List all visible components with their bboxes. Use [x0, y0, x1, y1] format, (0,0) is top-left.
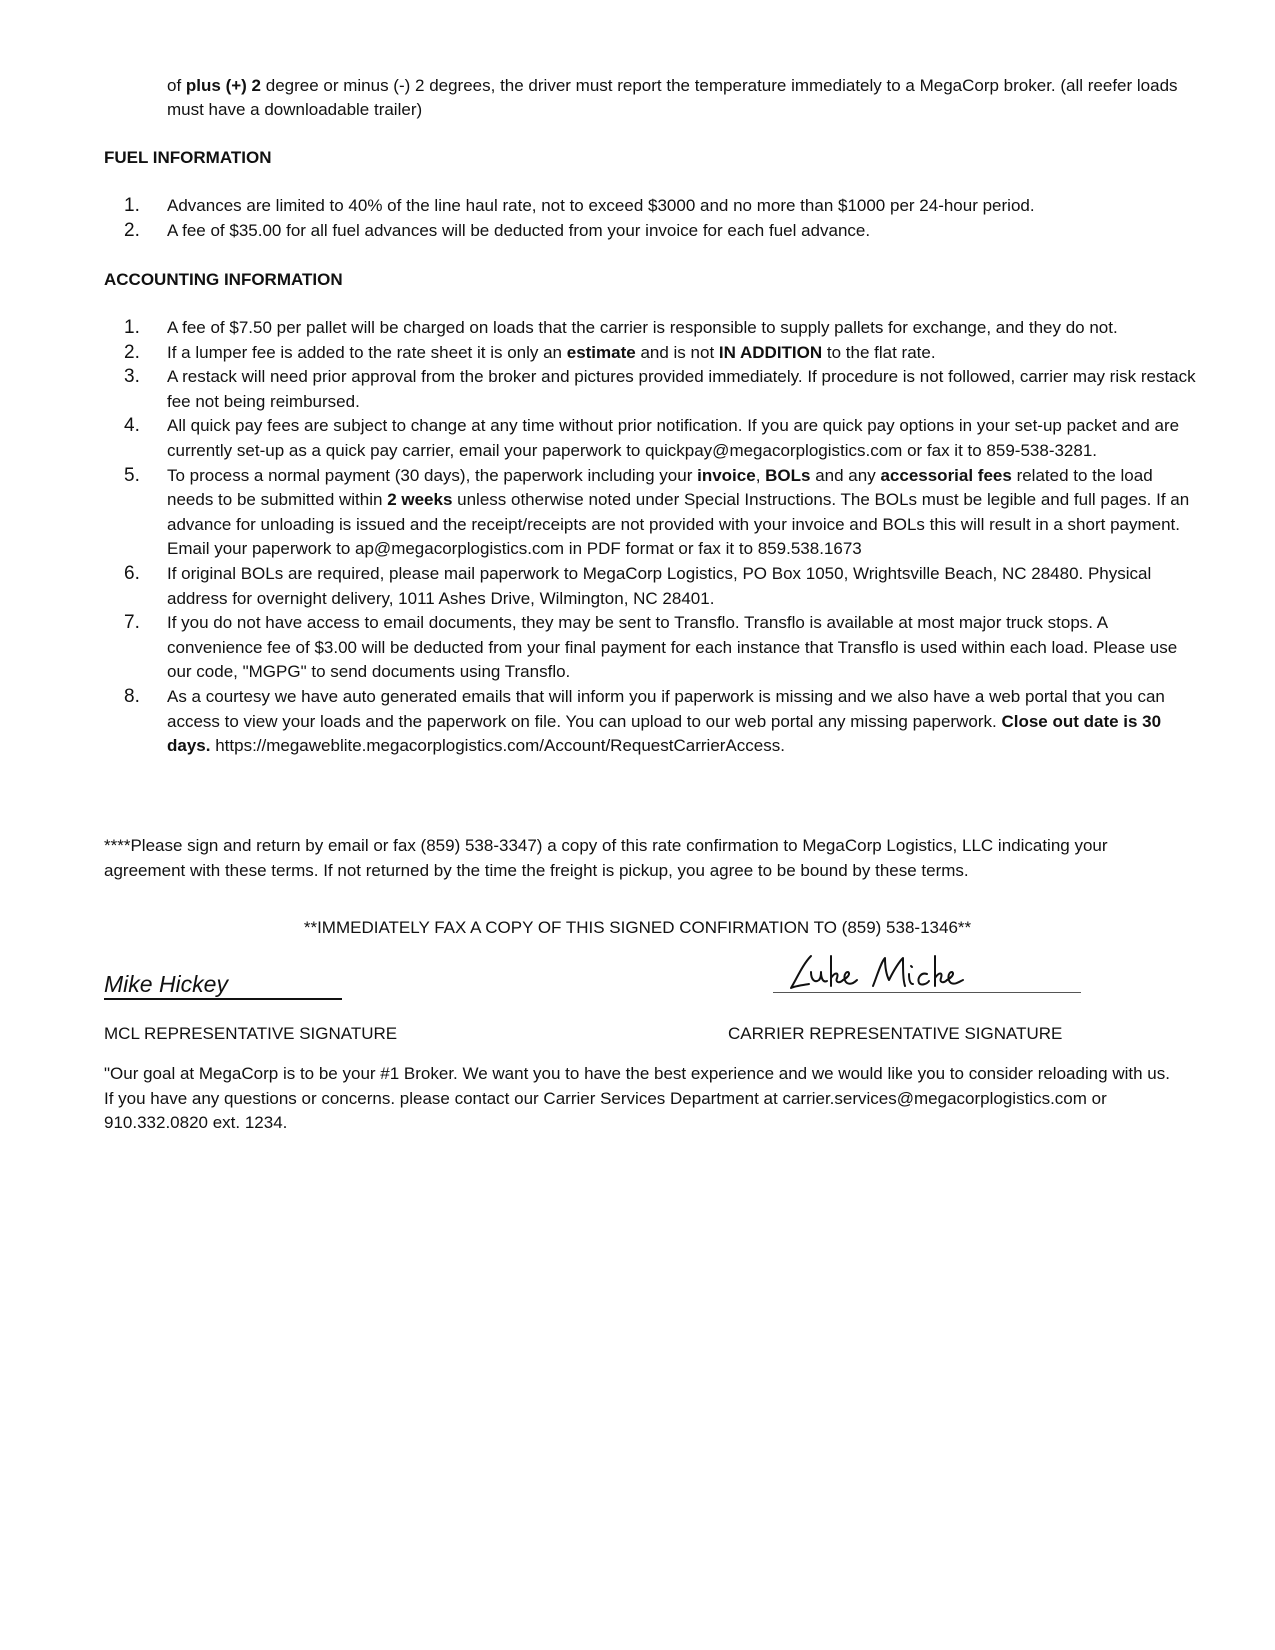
text-run: If a lumper fee is added to the rate sheet it is only an: [167, 342, 567, 362]
item-text: A fee of $35.00 for all fuel advances will be deducted from your invoice for each fuel advance.: [167, 220, 871, 240]
accounting-information-heading: ACCOUNTING INFORMATION: [104, 270, 343, 289]
item-text: If you do not have access to email documents, they may be sent to Transflo. Transflo is available at most major truck stops. A convenience fee of $3.00 will be deducted from your final payment for each instance that Transflo is used within each load. Please use our code, "MGPG" to send documents using Transflo.: [167, 613, 1178, 682]
list-item: [104, 194, 1200, 219]
accounting-information-list: [104, 316, 1200, 759]
bold-run: plus (+) 2: [185, 76, 262, 95]
bold-run: BOLs: [765, 465, 811, 485]
text-run: To process a normal payment (30 days), the paperwork including your: [167, 465, 698, 485]
return-notice: ****Please sign and return by email or fax (859) 538-3347) a copy of this rate confirmation to MegaCorp Logistics, LLC indicating your agreement with these terms. If not returned by the time the freight is pickup, you agree to be bound by these terms.: [104, 836, 1108, 880]
mcl-signature-line: [104, 966, 342, 1000]
closing-message: "Our goal at MegaCorp is to be your #1 Broker. We want you to have the best experience and we would like you to consider reloading with us. If you have any questions or concerns. please contact our Carrier Services Department at carrier.services@megacorplogistics.com or 910.332.0820 ext. 1234.: [104, 1064, 1170, 1133]
item-number: 6.: [124, 562, 140, 584]
fuel-information-heading: FUEL INFORMATION: [104, 148, 272, 167]
text-run: related to the load needs to be submitted within: [167, 465, 1153, 510]
bold-run: Close out date is 30 days.: [167, 711, 1162, 756]
item-number: 8.: [124, 685, 140, 707]
list-item: [104, 365, 1200, 414]
text-run: and any: [810, 465, 881, 485]
list-item: [104, 219, 1200, 244]
item-text: All quick pay fees are subject to change at any time without prior notification. If you are quick pay options in your set-up packet and are currently set-up as a quick pay carrier, email your paperwork to quickpay@megacorplogistics.com or fax it to 859-538-3281.: [167, 416, 1180, 460]
list-item: [104, 464, 1200, 562]
item-text: If original BOLs are required, please mail paperwork to MegaCorp Logistics, PO Box 1050, Wrightsville Beach, NC 28480. Physical address for overnight delivery, 1011 Ashes Drive, Wilmington, NC 28401.: [167, 563, 1152, 608]
item-number: 4.: [124, 415, 140, 437]
list-item: [104, 685, 1200, 759]
bold-run: accessorial fees: [880, 465, 1012, 485]
list-item: [104, 611, 1200, 685]
text-run: ,: [755, 465, 766, 485]
reefer-temperature-continuation: [167, 74, 1197, 122]
text-run: unless otherwise noted under Special Instructions. The BOLs must be legible and full pages. If an advance for unloading is issued and the receipt/receipts are not provided with your invoice and BOLs this will result in a short payment. Email your paperwork to ap@megacorplogistics.com in PDF format or fax it to 859.538.1673: [167, 490, 1190, 559]
list-item: [104, 414, 1200, 463]
item-number: 2.: [124, 219, 140, 241]
carrier-signature-line: [773, 950, 1081, 993]
item-number: 5.: [124, 464, 140, 486]
item-number: 1.: [124, 195, 140, 216]
list-item: [104, 316, 1200, 341]
fuel-information-list: [104, 194, 1200, 243]
text-run: As a courtesy we have auto generated emails that will inform you if paperwork is missing and we also have a web portal that you can access to view your loads and the paperwork on file. You can upload to our web portal any missing paperwork.: [167, 686, 1165, 731]
bold-run: 2 weeks: [387, 490, 453, 510]
item-number: 1.: [124, 317, 140, 338]
list-item: [104, 562, 1200, 611]
mcl-signature-label: MCL REPRESENTATIVE SIGNATURE: [104, 1024, 398, 1043]
bold-run: estimate: [566, 342, 636, 362]
carrier-handwritten-signature: [781, 950, 981, 994]
text-run: and is not: [635, 342, 719, 362]
text-run: of: [167, 76, 186, 95]
item-number: 7.: [124, 612, 140, 634]
item-number: 3.: [124, 366, 140, 388]
text-run: https://megaweblite.megacorplogistics.com/Account/RequestCarrierAccess.: [210, 736, 785, 756]
list-item: [104, 341, 1200, 366]
item-number: 2.: [124, 341, 140, 363]
carrier-signature-label: CARRIER REPRESENTATIVE SIGNATURE: [728, 1024, 1063, 1043]
text-run: to the flat rate.: [822, 342, 936, 362]
item-text: Advances are limited to 40% of the line haul rate, not to exceed $3000 and no more than $1000 per 24-hour period.: [167, 196, 1035, 215]
item-text: A fee of $7.50 per pallet will be charged on loads that the carrier is responsible to supply pallets for exchange, and they do not.: [167, 318, 1118, 337]
bold-run: invoice: [697, 465, 756, 485]
mcl-signature-name: Mike Hickey: [104, 971, 228, 997]
text-run: degree or minus (-) 2 degrees, the driver must report the temperature immediately to a MegaCorp broker. (all reefer loads must have a downloadable trailer): [167, 76, 1178, 119]
item-text: A restack will need prior approval from the broker and pictures provided immediately. If procedure is not followed, carrier may risk restack fee not being reimbursed.: [167, 367, 1196, 411]
fax-notice: **IMMEDIATELY FAX A COPY OF THIS SIGNED CONFIRMATION TO (859) 538-1346**: [303, 918, 972, 937]
bold-run: IN ADDITION: [718, 342, 823, 362]
